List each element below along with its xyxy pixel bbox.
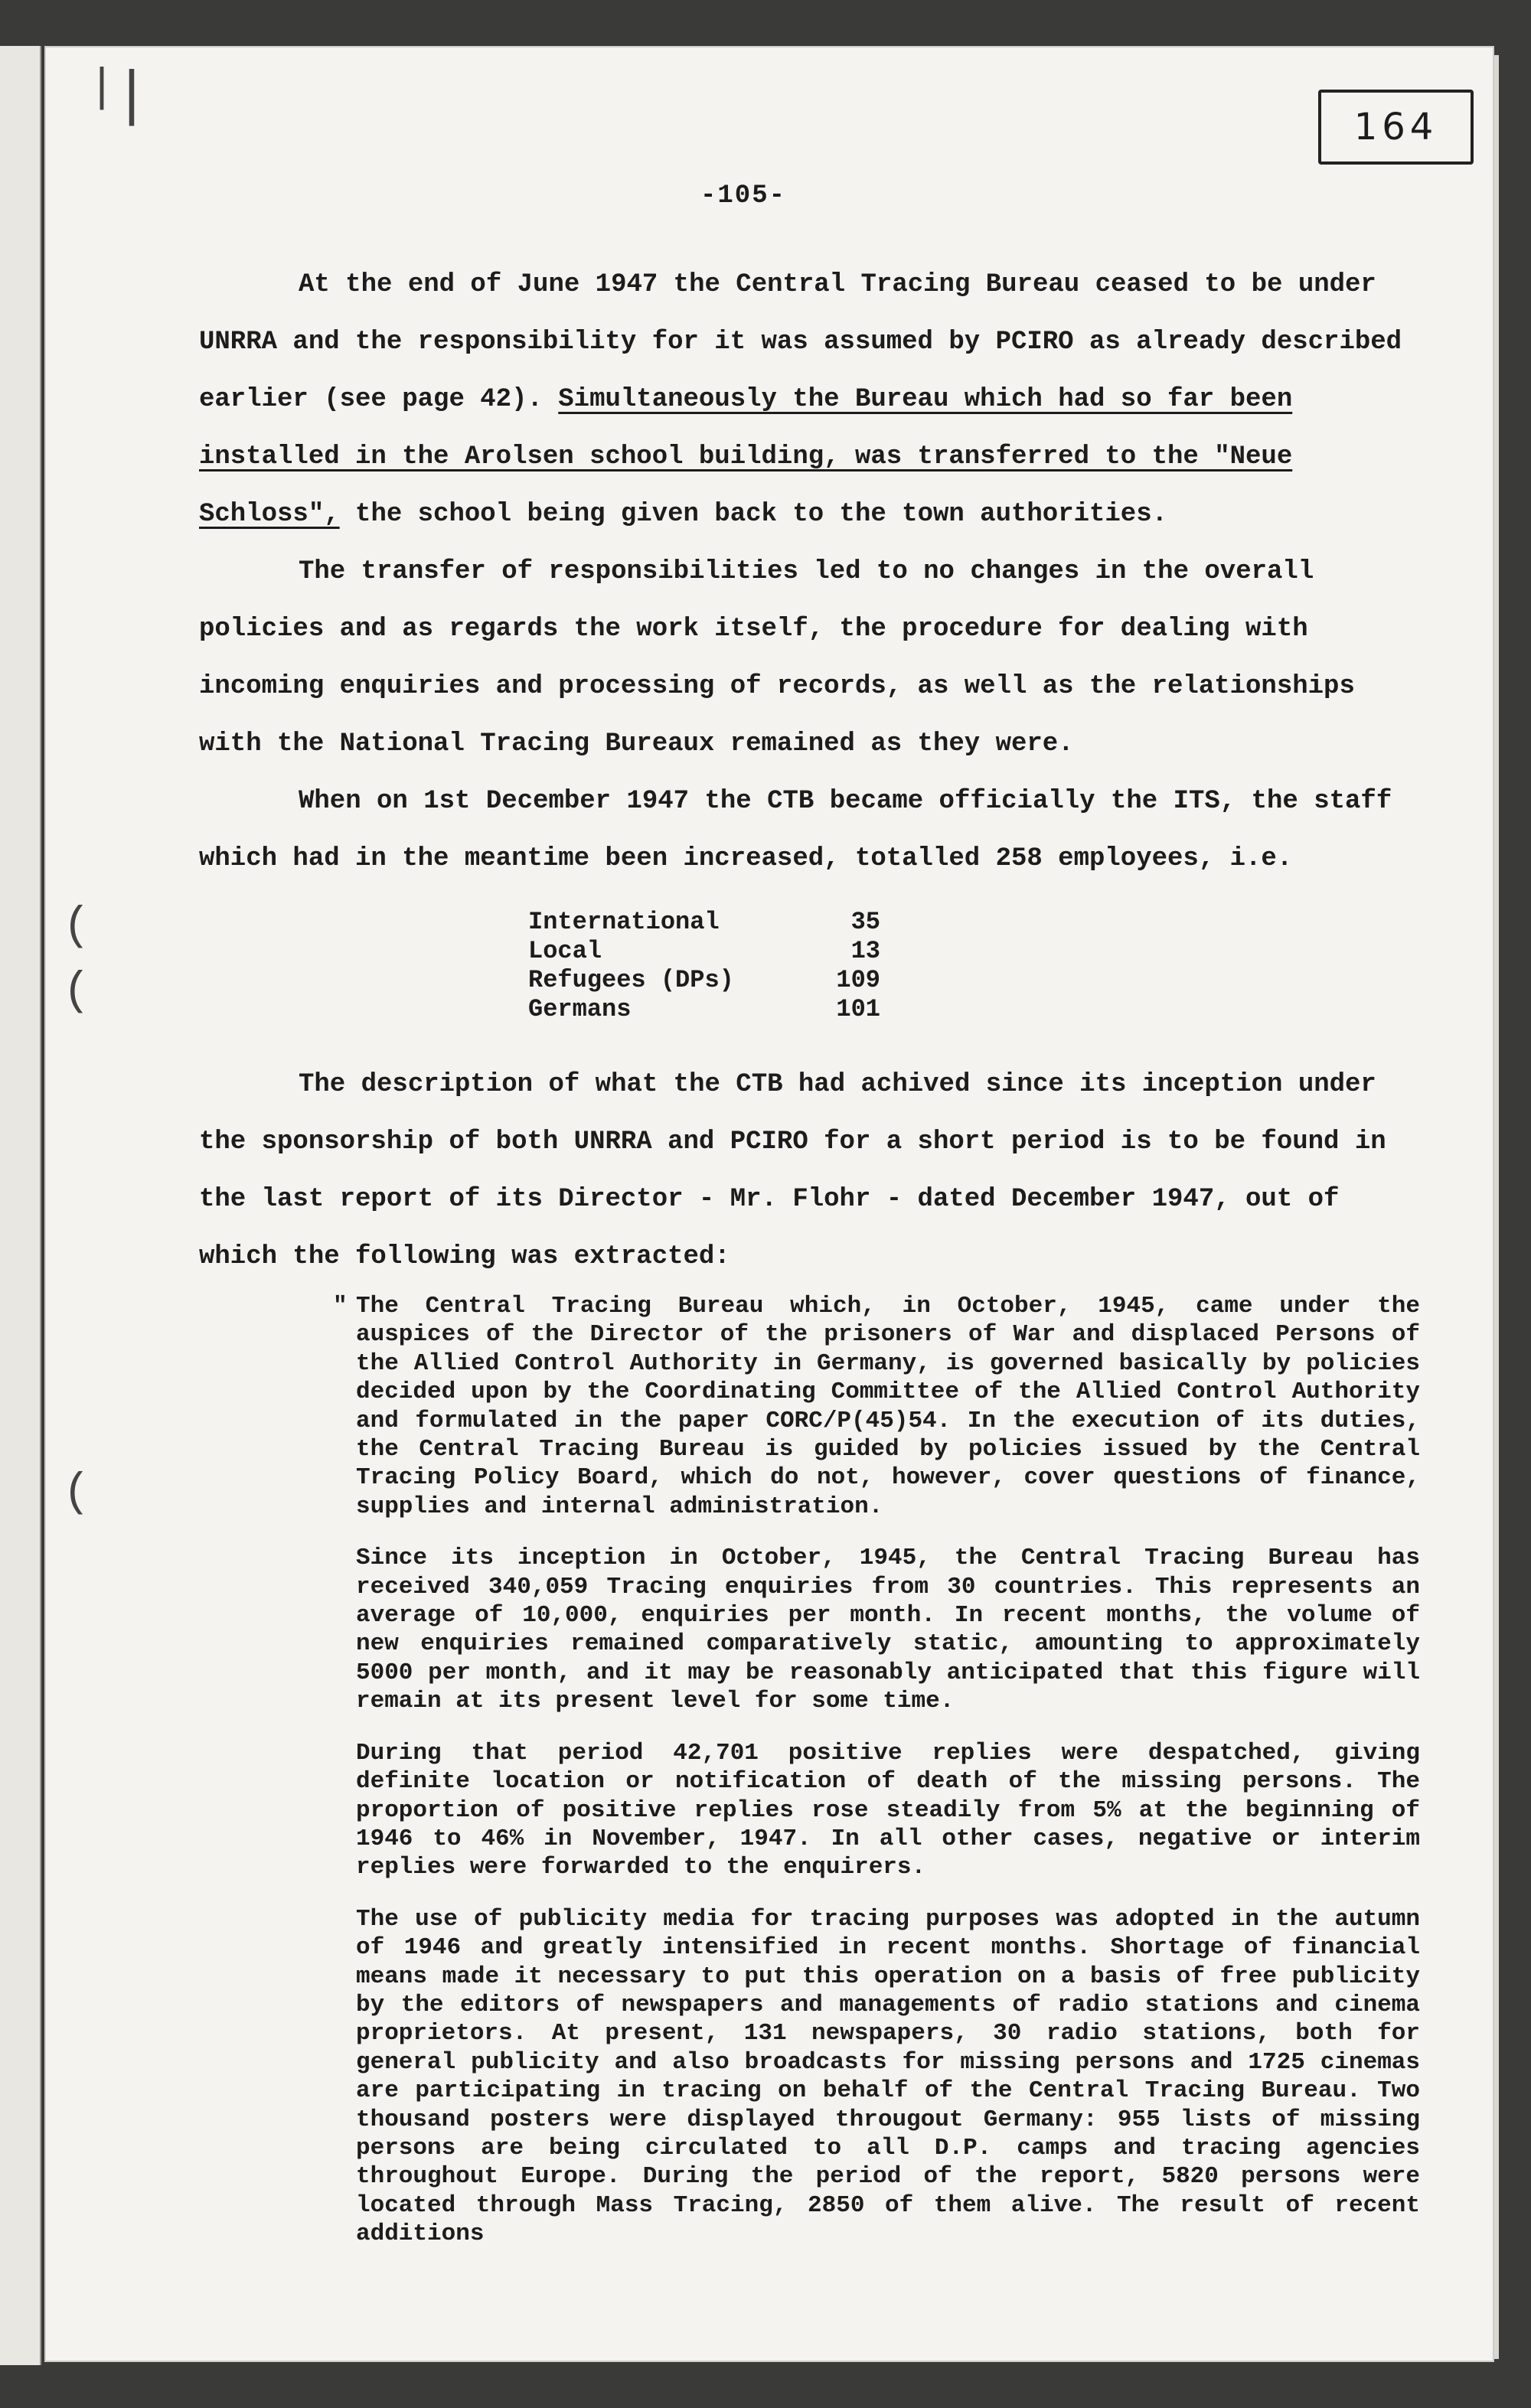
staff-row (528, 908, 880, 937)
staff-category: Refugees (DPs) (528, 966, 734, 994)
description-paragraph (199, 1056, 1431, 1286)
extract-paragraph: Since its inception in October, 1945, the Central Tracing Bureau has received 340,059 Tracing enquiries from 30 countries. This represents an average of 10,000, enquiries per month. In recent months, the volume of new enquiries remained comparatively static, amounting to approximately 5000 per month, and it may be reasonably anticipated that this figure will remain at its present level for some time. (356, 1545, 1420, 1715)
staff-count: 13 (850, 937, 880, 965)
staff-table (528, 908, 880, 1024)
staff-count: 101 (836, 995, 880, 1023)
main-text (199, 256, 1431, 888)
margin-bracket: ( (63, 966, 91, 1018)
margin-mark: | (88, 63, 116, 115)
paragraph-2: The transfer of responsibilities led to no changes in the overall policies and as regards the work itself, the procedure for dealing with incoming enquiries and processing of records, as well as the relationships with the National Tracing Bureaux remained as they were. (199, 557, 1355, 759)
archive-stamp: 164 (1318, 90, 1474, 165)
staff-row (528, 937, 880, 966)
page-edge (1493, 55, 1499, 2359)
extract-paragraph: The use of publicity media for tracing purposes was adopted in the autumn of 1946 and greatly intensified in recent months. Shortage of financial means made it necessary to put this operation on a basis of free publicity by the editors of newspapers and managements of radio stations and cinema proprietors. At present, 131 newspapers, 30 radio stations, both for general publicity and also broadcasts for missing persons and 1725 cinemas are participating in tracing on behalf of the Central Tracing Bureau. Two thousand posters were displayed througout Germany: 955 lists of missing persons are being circulated to all D.P. camps and tracing agencies throughout Europe. During the period of the report, 5820 persons were located through Mass Tracing, 2850 of them alive. The result of recent additions (356, 1905, 1420, 2248)
staff-category: Germans (528, 995, 632, 1023)
paragraph-1-text: At the end of June 1947 the Central Tracing Bureau ceased to be under UNRRA and the responsibility for it was assumed by PCIRO as already described earlier (see page 42). (199, 270, 1402, 414)
paragraph-1-end: the school being given back to the town authorities. (339, 500, 1168, 529)
page-number: -105- (700, 181, 787, 210)
paragraph-4: The description of what the CTB had achived since its inception under the sponsorship of both UNRRA and PCIRO for a short period is to be found in the last report of its Director - Mr. Flohr - dated December 1947, out of which the following was extracted: (199, 1070, 1386, 1271)
extract-paragraph: During that period 42,701 positive replies were despatched, giving definite location or notification of death of the missing persons. The proportion of positive replies rose steadily from 5% at the beginning of 1946 to 46% in November, 1947. In all other cases, negative or interim replies were forwarded to the enquirers. (356, 1739, 1420, 1881)
staff-row (528, 966, 880, 995)
margin-mark: | (113, 63, 151, 132)
staff-category: Local (528, 937, 602, 965)
staff-category: International (528, 908, 720, 936)
staff-count: 35 (850, 908, 880, 936)
paragraph-1 (199, 256, 1431, 543)
staff-count: 109 (836, 966, 880, 994)
extract-paragraph: The Central Tracing Bureau which, in October, 1945, came under the auspices of the Director of the prisoners of War and displaced Persons of the Allied Control Authority in Germany, is governed basically by policies decided upon by the Coordinating Committee of the Allied Control Authority and formulated in the paper CORC/P(45)54. In the execution of its duties, the Central Tracing Bureau is guided by policies issued by the Central Tracing Policy Board, which do not, however, cover questions of finance, supplies and internal administration. (356, 1293, 1420, 1520)
paragraph-3: When on 1st December 1947 the CTB became officially the ITS, the staff which had in the meantime been increased, totalled 258 employees, i.e. (199, 787, 1392, 873)
quote-mark: " (333, 1293, 348, 1320)
adjacent-page-edge (0, 46, 41, 2365)
margin-bracket: ( (63, 901, 91, 953)
report-extract (333, 1292, 1420, 2272)
margin-bracket: ( (63, 1467, 91, 1519)
staff-row (528, 995, 880, 1024)
underlined-sentence: Simultaneously the Bureau which had so far been installed in the Arolsen school building, was transferred to the "Neue Schloss", (199, 385, 1293, 529)
